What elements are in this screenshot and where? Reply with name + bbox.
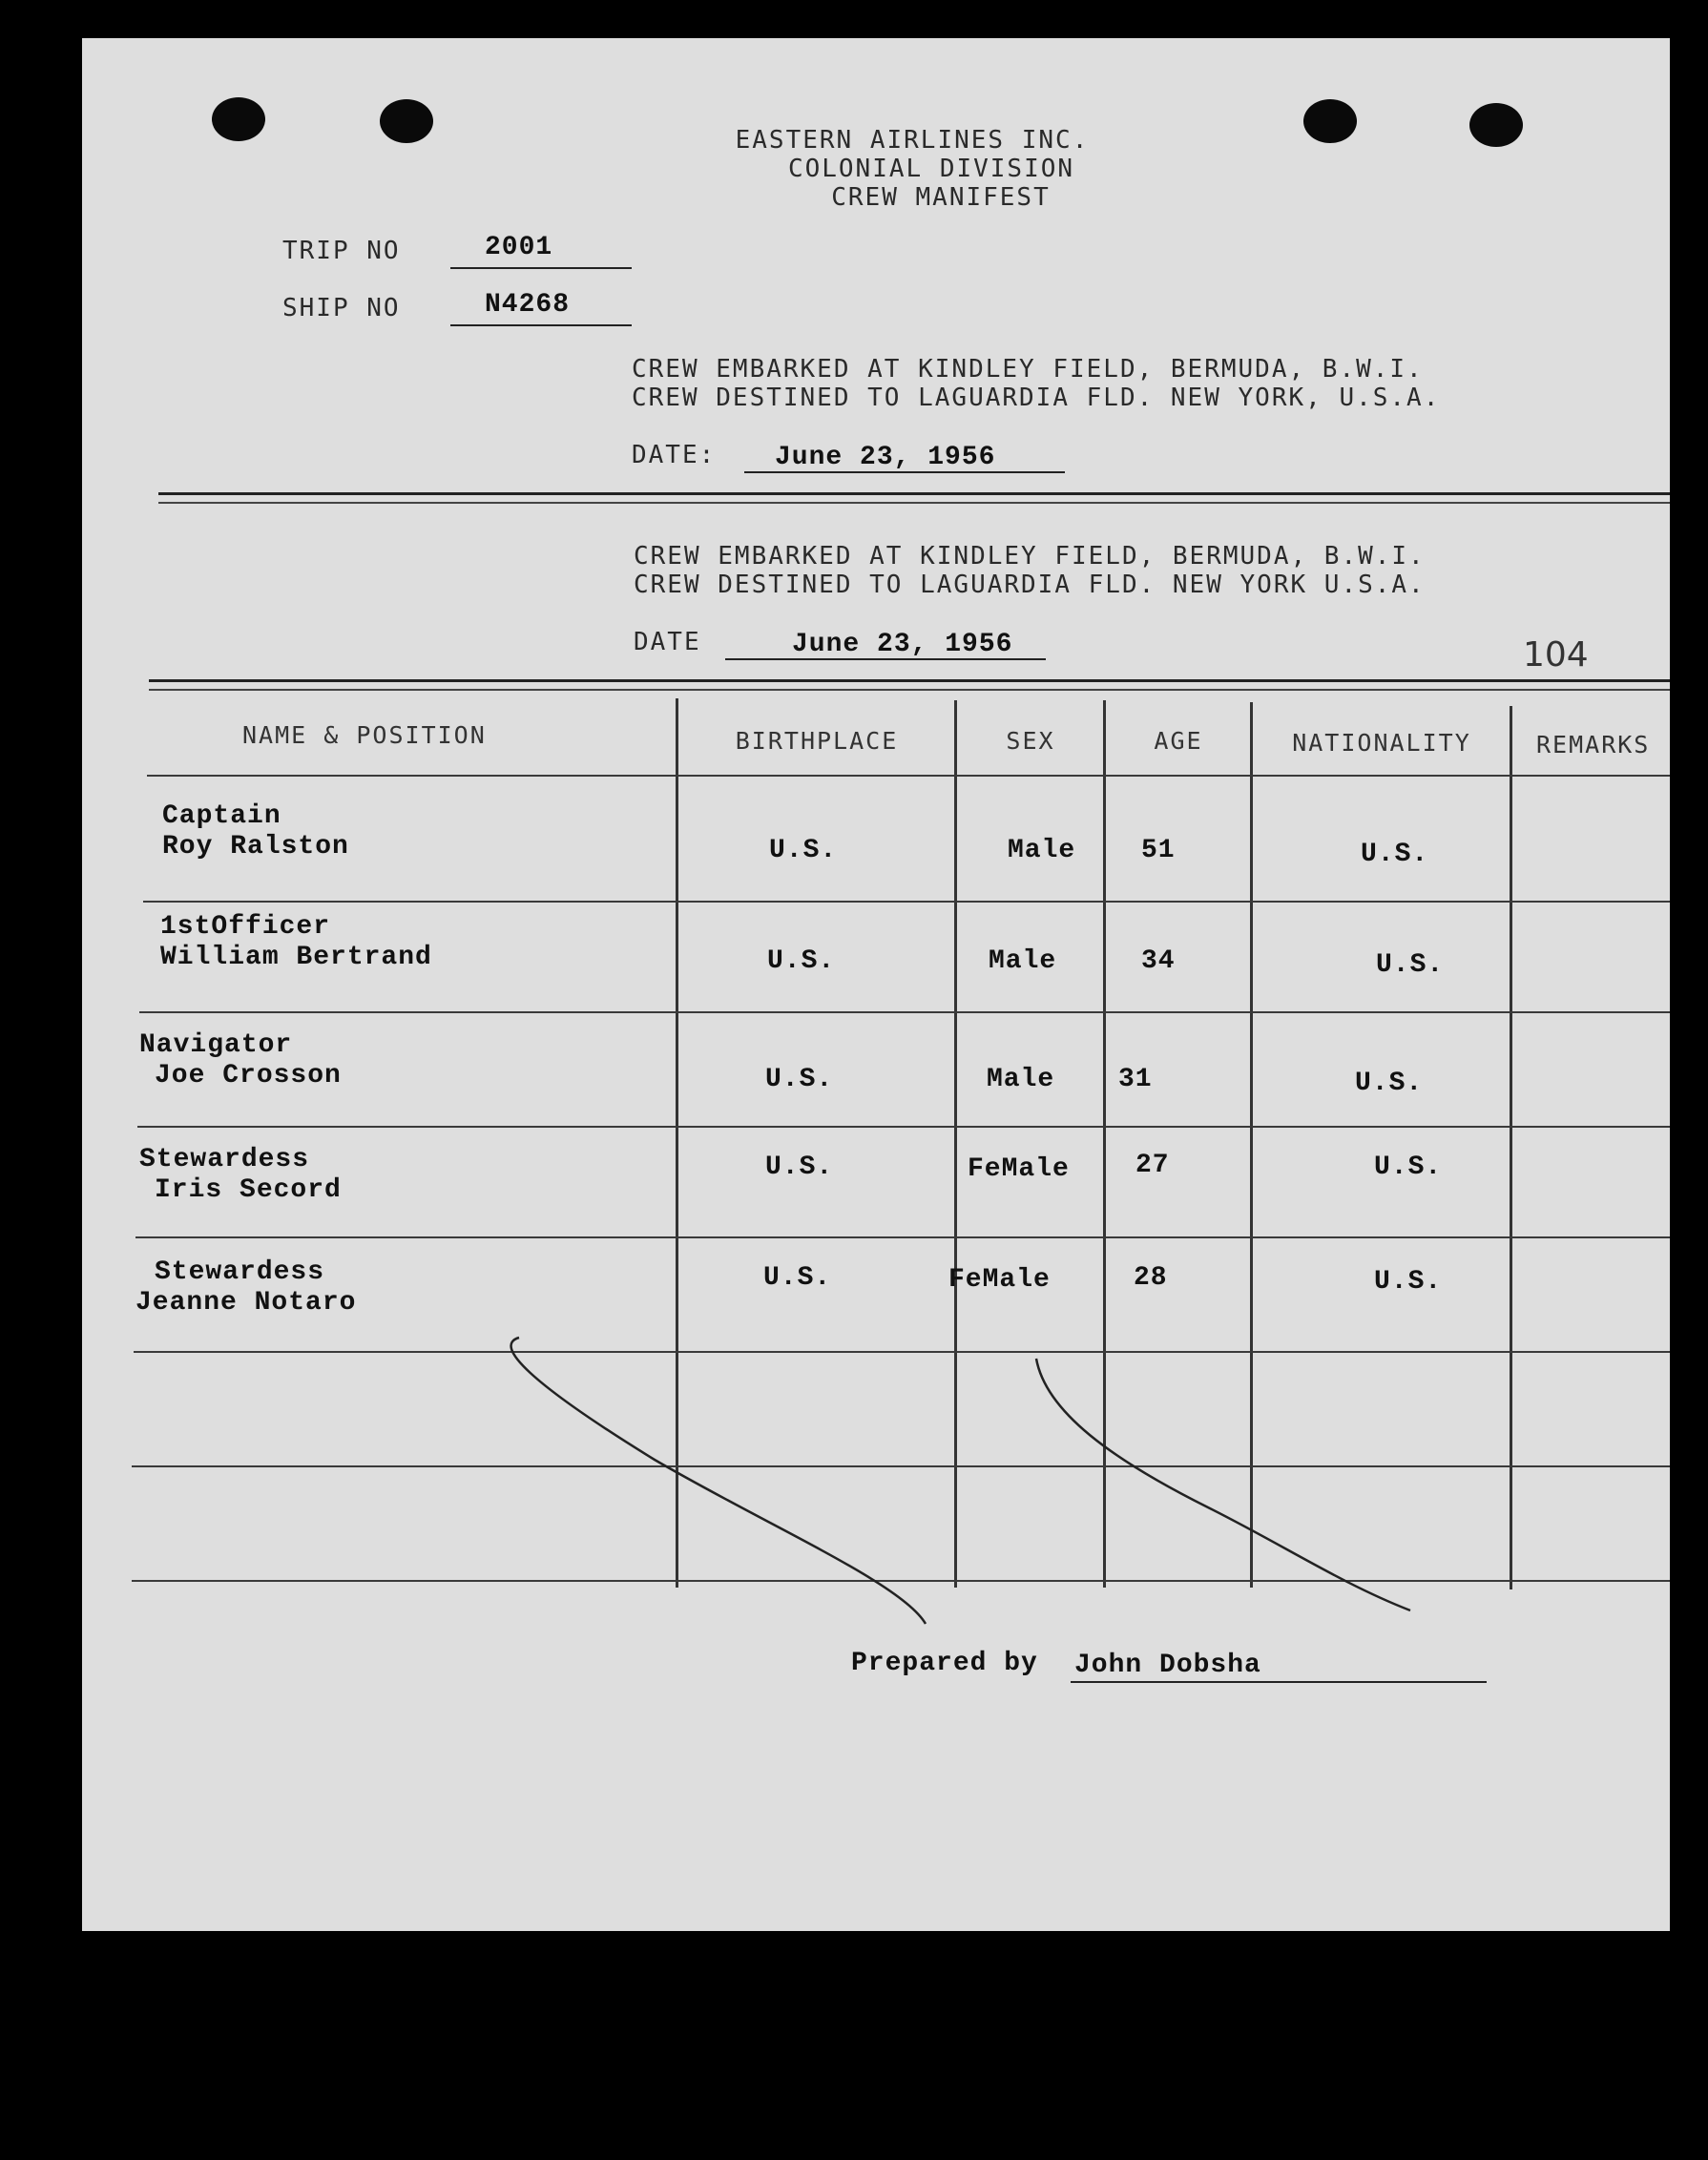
col-divider-2 bbox=[954, 700, 957, 1588]
row-5-birthplace: U.S. bbox=[763, 1263, 832, 1293]
row-line-1 bbox=[143, 901, 1670, 903]
manifest-sheet bbox=[82, 38, 1670, 1931]
row-2-age: 34 bbox=[1141, 946, 1176, 976]
row-5-name: Jeanne Notaro bbox=[135, 1288, 357, 1318]
col-divider-4 bbox=[1250, 702, 1253, 1588]
prepared-by-label: Prepared by bbox=[851, 1649, 1038, 1678]
row-3-birthplace: U.S. bbox=[765, 1065, 834, 1094]
row-1-nationality: U.S. bbox=[1361, 840, 1429, 869]
row-4-name: Iris Secord bbox=[155, 1175, 342, 1205]
punch-hole-right-2 bbox=[1469, 103, 1523, 147]
row-line-5 bbox=[134, 1351, 1670, 1353]
punch-hole-left-2 bbox=[380, 99, 433, 143]
division-name: COLONIAL DIVISION bbox=[787, 155, 1075, 183]
row-4-age: 27 bbox=[1135, 1151, 1170, 1180]
ship-no-underline bbox=[450, 324, 632, 326]
route-top-date-label: DATE: bbox=[632, 441, 717, 469]
col-header-age: AGE bbox=[1154, 727, 1203, 755]
ship-no-value: N4268 bbox=[485, 290, 571, 320]
company-name: EASTERN AIRLINES INC. bbox=[735, 126, 1090, 155]
row-3-nationality: U.S. bbox=[1355, 1069, 1424, 1098]
trip-no-value: 2001 bbox=[485, 233, 553, 262]
route-top-date-underline bbox=[744, 471, 1065, 473]
row-1-position: Captain bbox=[162, 801, 281, 831]
col-header-sex: SEX bbox=[1006, 727, 1055, 755]
col-divider-5 bbox=[1510, 706, 1512, 1589]
row-4-sex: FeMale bbox=[968, 1154, 1070, 1184]
row-2-sex: Male bbox=[989, 946, 1057, 976]
row-4-nationality: U.S. bbox=[1374, 1153, 1443, 1182]
route-bottom-embarked: CREW EMBARKED AT KINDLEY FIELD, BERMUDA, B.W.I. bbox=[634, 542, 1426, 571]
route-bottom-date-underline bbox=[725, 658, 1046, 660]
route-bottom-destined: CREW DESTINED TO LAGUARDIA FLD. NEW YORK U.S.A. bbox=[634, 571, 1426, 599]
row-4-birthplace: U.S. bbox=[765, 1153, 834, 1182]
row-2-nationality: U.S. bbox=[1376, 950, 1445, 980]
row-line-4 bbox=[135, 1236, 1670, 1238]
col-header-birthplace: BIRTHPLACE bbox=[735, 727, 899, 755]
punch-hole-right-1 bbox=[1303, 99, 1357, 143]
page-number: 104 bbox=[1523, 635, 1589, 675]
route-bottom-date-label: DATE bbox=[634, 628, 701, 656]
row-5-position: Stewardess bbox=[155, 1257, 325, 1287]
row-line-2 bbox=[139, 1011, 1670, 1013]
row-2-position: 1stOfficer bbox=[160, 912, 331, 942]
table-top-divider bbox=[149, 679, 1670, 691]
trip-no-underline bbox=[450, 267, 632, 269]
row-3-name: Joe Crosson bbox=[155, 1061, 342, 1090]
row-1-birthplace: U.S. bbox=[769, 836, 838, 865]
col-divider-3 bbox=[1103, 700, 1106, 1588]
route-top-embarked: CREW EMBARKED AT KINDLEY FIELD, BERMUDA, B.W.I. bbox=[632, 355, 1424, 384]
row-line-3 bbox=[137, 1126, 1670, 1128]
row-3-age: 31 bbox=[1118, 1065, 1153, 1094]
row-1-sex: Male bbox=[1008, 836, 1076, 865]
void-stroke-right bbox=[1036, 1359, 1410, 1610]
route-bottom-date-value: June 23, 1956 bbox=[792, 630, 1013, 659]
col-header-remarks: REMARKS bbox=[1536, 731, 1651, 758]
row-2-birthplace: U.S. bbox=[767, 946, 836, 976]
punch-hole-left-1 bbox=[212, 97, 265, 141]
row-line-7 bbox=[132, 1580, 1670, 1582]
route-top-date-value: June 23, 1956 bbox=[775, 443, 996, 472]
row-5-sex: FeMale bbox=[948, 1265, 1051, 1295]
col-header-name: NAME & POSITION bbox=[242, 721, 487, 749]
row-line-6 bbox=[132, 1465, 1670, 1467]
row-3-sex: Male bbox=[987, 1065, 1055, 1094]
row-4-position: Stewardess bbox=[139, 1145, 310, 1174]
row-5-age: 28 bbox=[1134, 1263, 1168, 1293]
row-1-age: 51 bbox=[1141, 836, 1176, 865]
prepared-by-name: John Dobsha bbox=[1074, 1651, 1261, 1680]
ship-no-label: SHIP NO bbox=[282, 294, 401, 322]
top-divider bbox=[158, 492, 1670, 504]
row-1-name: Roy Ralston bbox=[162, 832, 349, 862]
trip-no-label: TRIP NO bbox=[282, 237, 401, 265]
row-2-name: William Bertrand bbox=[160, 943, 432, 972]
row-3-position: Navigator bbox=[139, 1030, 293, 1060]
prepared-by-underline bbox=[1071, 1681, 1487, 1683]
row-5-nationality: U.S. bbox=[1374, 1267, 1443, 1297]
header-row-bottom bbox=[147, 775, 1670, 777]
col-divider-1 bbox=[676, 698, 678, 1588]
route-top-destined: CREW DESTINED TO LAGUARDIA FLD. NEW YORK, U.S.A. bbox=[632, 384, 1441, 412]
document-title: CREW MANIFEST bbox=[831, 183, 1051, 212]
col-header-nationality: NATIONALITY bbox=[1292, 729, 1471, 757]
